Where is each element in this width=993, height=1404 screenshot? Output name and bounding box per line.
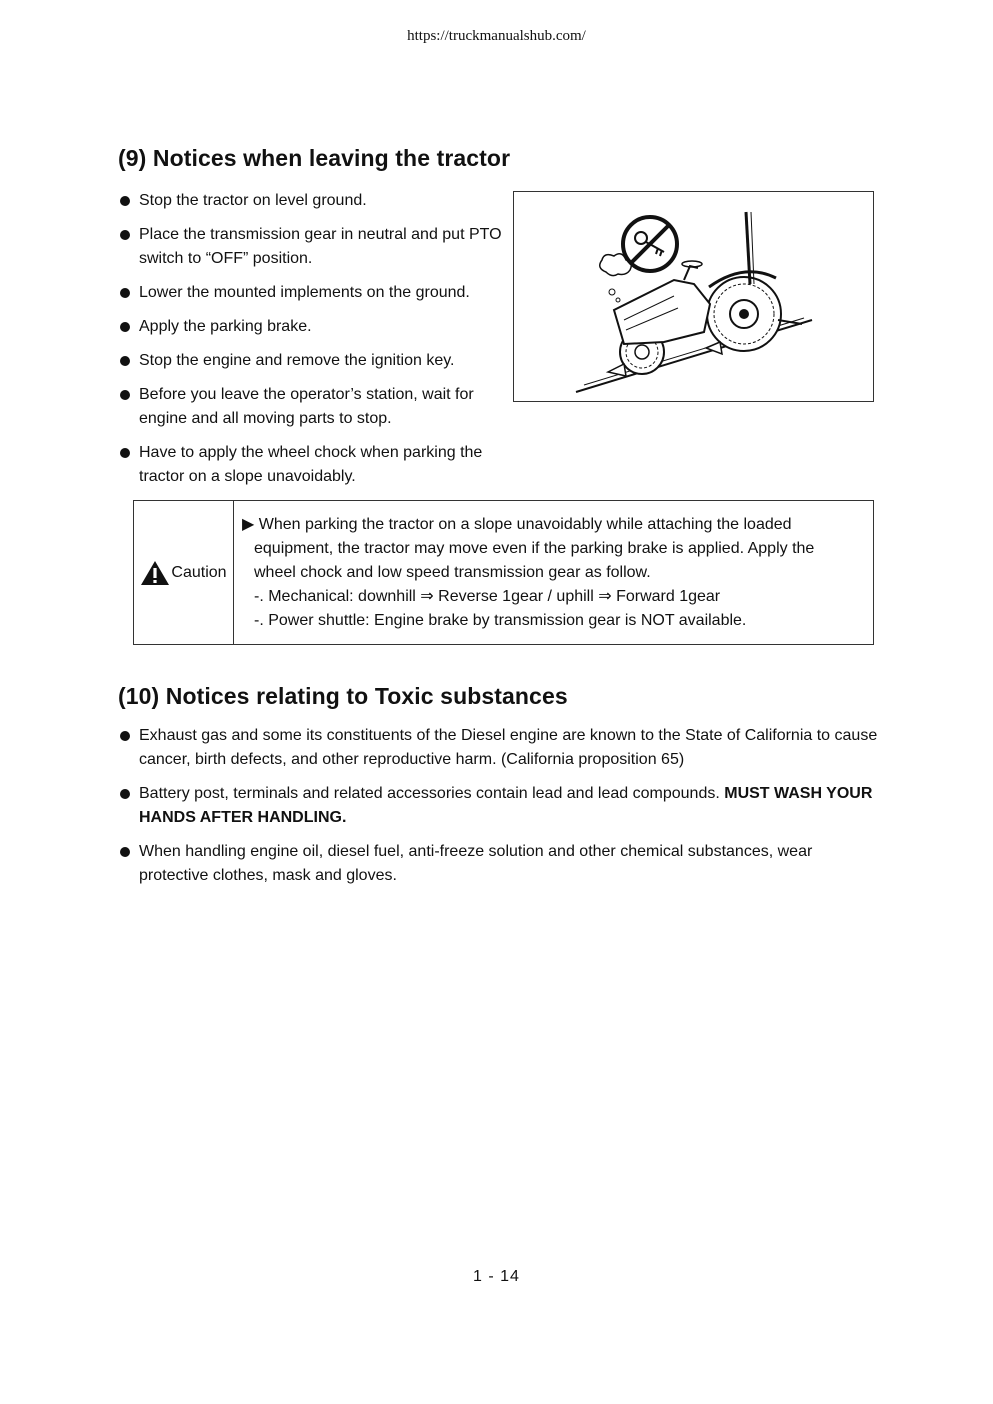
section-10-bullet-list [118,724,878,898]
page-number: 1 - 14 [473,1268,520,1285]
list-item-text: Before you leave the operator’s station, wait for engine and all moving parts to stop. [139,386,474,427]
bullet-dot-icon [120,356,130,366]
warning-triangle-icon [140,560,170,586]
caution-text [234,501,873,644]
list-item [118,315,508,339]
list-item [118,383,508,431]
list-item-text: Stop the engine and remove the ignition key. [139,352,455,369]
list-item [118,189,508,213]
no-key-prohibition-icon [623,217,677,271]
list-item [118,724,878,772]
list-item-text: Place the transmission gear in neutral and put PTO switch to “OFF” position. [139,226,502,267]
list-item [118,840,878,888]
list-item [118,441,508,489]
list-item-text: Battery post, terminals and related accessories contain lead and lead compounds. [139,785,725,802]
caution-line: -. Power shuttle: Engine brake by transmission gear is NOT available. [254,612,747,629]
caution-line: ▶ When parking the tractor on a slope unavoidably while attaching the loaded [242,516,792,533]
list-item-warning-text: MUST WASH YOUR HANDS AFTER HANDLING. [139,785,873,826]
rear-wheel-icon [707,277,781,351]
bullet-dot-icon [120,322,130,332]
tractor-on-slope-illustration [513,191,874,402]
bullet-dot-icon [120,448,130,458]
header-url: https://truckmanualshub.com/ [407,28,586,44]
list-item [118,281,508,305]
list-item-text: Stop the tractor on level ground. [139,192,367,209]
list-item-text: Have to apply the wheel chock when parking the tractor on a slope unavoidably. [139,444,483,485]
tractor-slope-drawing [514,192,873,401]
list-item-text: Exhaust gas and some its constituents of the Diesel engine are known to the State of California to cause cancer, birth defects, and other reproductive harm. (California proposition 65) [139,727,878,768]
caution-line: -. Mechanical: downhill ⇒ Reverse 1gear / uphill ⇒ Forward 1gear [254,588,721,605]
bullet-dot-icon [120,847,130,857]
caution-label: Caution [171,563,227,581]
bullet-dot-icon [120,230,130,240]
caution-box [133,500,874,645]
bullet-dot-icon [120,789,130,799]
caution-label-cell [134,501,234,644]
bullet-dot-icon [120,196,130,206]
caution-line: wheel chock and low speed transmission gear as follow. [254,564,651,581]
section-9-bullet-list [118,189,508,499]
caution-line: equipment, the tractor may move even if the parking brake is applied. Apply the [254,540,815,557]
bullet-dot-icon [120,390,130,400]
list-item [118,349,508,373]
list-item-text: Apply the parking brake. [139,318,312,335]
bullet-dot-icon [120,731,130,741]
section-9-title: (9) Notices when leaving the tractor [118,145,511,171]
section-10-title: (10) Notices relating to Toxic substances [118,683,568,709]
list-item [118,223,508,271]
bullet-dot-icon [120,288,130,298]
list-item-text: When handling engine oil, diesel fuel, anti-freeze solution and other chemical substances, wear protective clothes, mask and gloves. [139,843,813,884]
list-item-text: Lower the mounted implements on the ground. [139,284,470,301]
list-item [118,782,878,830]
